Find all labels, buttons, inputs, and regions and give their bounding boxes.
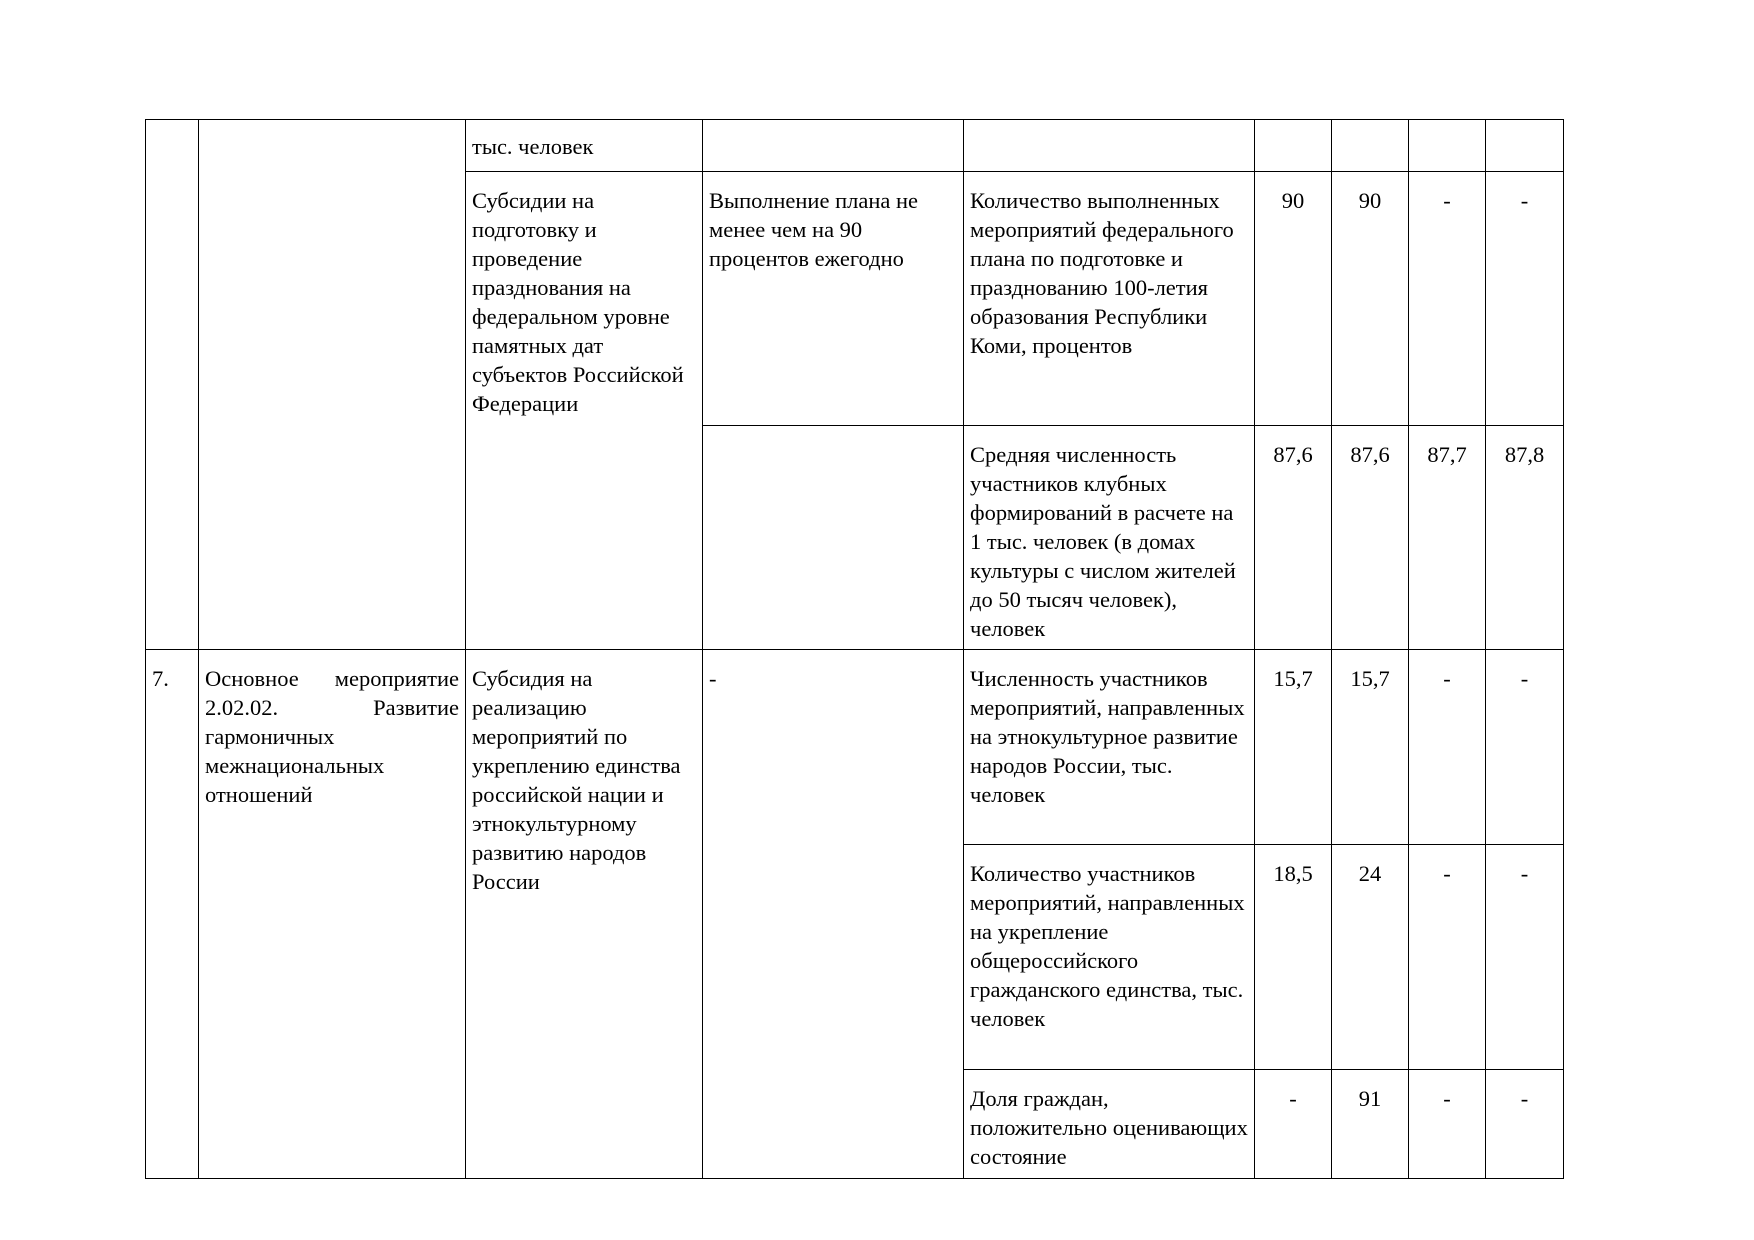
indicator-name: Численность участников мероприятий, направленных на этнокультурное развитие народов России, тыс. человек (970, 666, 1245, 807)
value-text: - (1289, 1086, 1297, 1111)
value-text: 18,5 (1273, 861, 1313, 886)
event-cell-empty (199, 120, 466, 650)
number-cell (146, 650, 199, 1179)
value-cell-empty (1486, 120, 1564, 172)
value-text: 90 (1358, 188, 1382, 213)
subsidy-cell (466, 650, 703, 1179)
indicator-cell-empty (964, 120, 1255, 172)
indicator-cell (964, 650, 1255, 845)
indicators-table (145, 119, 1564, 1179)
result-cell-empty (703, 120, 964, 172)
value-text: 91 (1358, 1086, 1382, 1111)
value-cell-empty (1332, 120, 1409, 172)
subsidy-text: Субсидия на реализацию мероприятий по укреплению единства российской нации и этнокультурному развитию народов России (472, 666, 681, 894)
value-cell (1486, 426, 1564, 650)
value-cell-empty (1255, 120, 1332, 172)
event-cell (199, 650, 466, 1179)
result-text: Выполнение плана не менее чем на 90 процентов ежегодно (709, 188, 919, 271)
value-text: - (1443, 188, 1451, 213)
value-cell (1255, 172, 1332, 426)
value-text: 15,7 (1273, 666, 1313, 691)
result-cell (703, 172, 964, 426)
value-cell (1332, 650, 1409, 845)
value-text: 24 (1358, 861, 1382, 886)
value-text: - (1443, 861, 1451, 886)
value-cell-empty (1409, 120, 1486, 172)
table-row (146, 120, 1564, 172)
subsidy-cell (466, 172, 703, 650)
value-text: 90 (1281, 188, 1305, 213)
value-cell (1409, 1070, 1486, 1179)
row-number: 7. (152, 666, 169, 691)
value-text: - (1443, 666, 1451, 691)
indicator-name: Доля граждан, положительно оценивающих состояние (970, 1086, 1248, 1169)
value-text: 87,6 (1350, 442, 1390, 467)
indicator-cell (964, 845, 1255, 1070)
indicator-cell (964, 1070, 1255, 1179)
value-text: - (1520, 1086, 1529, 1111)
value-cell (1332, 845, 1409, 1070)
value-cell (1332, 172, 1409, 426)
value-cell (1486, 1070, 1564, 1179)
table-row (146, 650, 1564, 845)
unit-cell (466, 120, 703, 172)
value-text: 87,8 (1504, 442, 1545, 467)
value-text: - (1520, 666, 1529, 691)
indicator-name: Средняя численность участников клубных формирований в расчете на 1 тыс. человек (в домах культуры с числом жителей до 50 тысяч человек), человек (970, 442, 1236, 641)
value-text: 15,7 (1350, 666, 1390, 691)
subsidy-text: Субсидии на подготовку и проведение празднования на федеральном уровне памятных дат субъектов Российской Федерации (472, 188, 684, 416)
result-cell (703, 650, 964, 1179)
value-cell (1409, 426, 1486, 650)
event-text: Основное мероприятие 2.02.02. Развитие гармоничных межнациональных отношений (205, 666, 459, 807)
value-cell (1332, 1070, 1409, 1179)
result-cell-empty (703, 426, 964, 650)
value-cell (1409, 650, 1486, 845)
indicator-cell (964, 172, 1255, 426)
value-text: - (1520, 188, 1529, 213)
indicator-name: Количество участников мероприятий, направленных на укрепление общероссийского гражданского единства, тыс. человек (970, 861, 1245, 1031)
value-cell (1255, 845, 1332, 1070)
value-cell (1486, 845, 1564, 1070)
value-cell (1486, 172, 1564, 426)
value-text: 87,7 (1427, 442, 1467, 467)
value-cell (1255, 650, 1332, 845)
value-text: 87,6 (1273, 442, 1313, 467)
value-text: - (1520, 861, 1529, 886)
value-cell (1255, 1070, 1332, 1179)
value-cell (1255, 426, 1332, 650)
value-cell (1409, 845, 1486, 1070)
unit-text: тыс. человек (472, 134, 594, 159)
value-text: - (1443, 1086, 1451, 1111)
value-cell (1486, 650, 1564, 845)
value-cell (1332, 426, 1409, 650)
result-text: - (709, 666, 717, 691)
number-cell-empty (146, 120, 199, 650)
indicator-name: Количество выполненных мероприятий федерального плана по подготовке и празднованию 100-летия образования Республики Коми, процентов (970, 188, 1234, 358)
value-cell (1409, 172, 1486, 426)
indicator-cell (964, 426, 1255, 650)
